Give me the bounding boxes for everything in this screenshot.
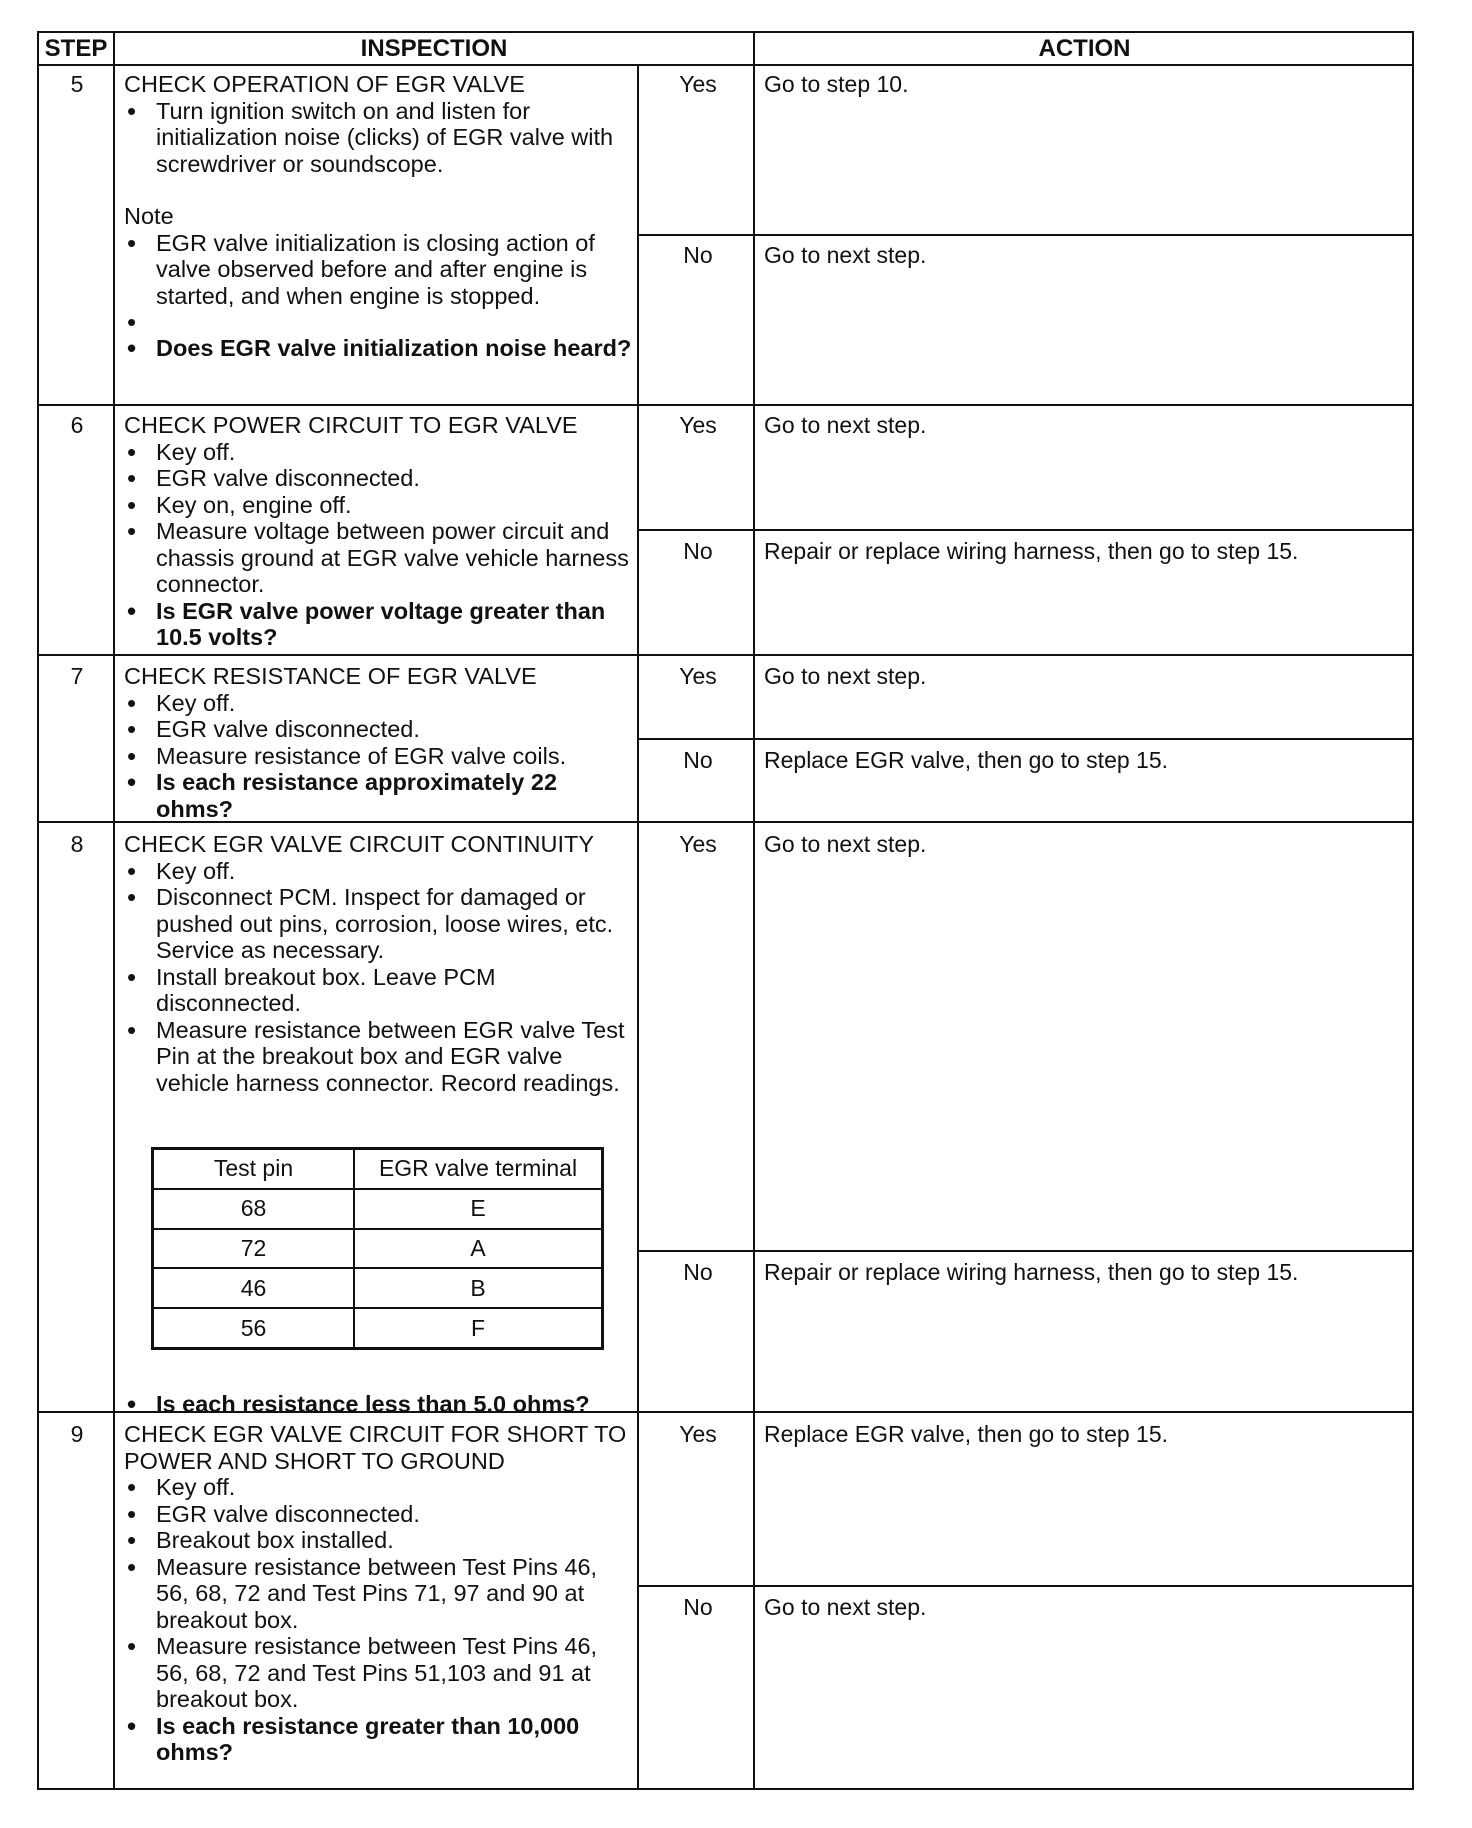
table-header-row: [153, 1149, 603, 1189]
yes-no-divider: [637, 738, 1414, 740]
no-label: No: [683, 1259, 713, 1285]
test-pin-table: [151, 1147, 604, 1350]
inspection-bullet: • Key off.: [124, 439, 634, 466]
no-action: Repair or replace wiring harness, then go to step 15.: [764, 1259, 1299, 1285]
yes-label: Yes: [679, 663, 717, 689]
step-title: CHECK RESISTANCE OF EGR VALVE: [124, 663, 537, 689]
header-inspection: INSPECTION: [360, 35, 508, 62]
table-cell: A: [354, 1229, 603, 1269]
step-title: CHECK OPERATION OF EGR VALVE: [124, 71, 525, 97]
column-divider: [637, 65, 639, 1790]
inspection-cell: [124, 831, 634, 1096]
note-bullet: • EGR valve initialization is closing action of valve observed before and after engine is started, and when engine is stopped.: [124, 230, 634, 310]
no-label: No: [683, 747, 713, 773]
inspection-bullet: • Key off.: [124, 690, 634, 717]
yes-no-divider: [637, 1585, 1414, 1587]
note-label: Note: [124, 203, 174, 229]
no-action: Replace EGR valve, then go to step 15.: [764, 747, 1169, 773]
table-header: EGR valve terminal: [354, 1149, 603, 1189]
table-row: [153, 1308, 603, 1348]
inspection-cell: [124, 71, 634, 362]
yes-label: Yes: [679, 71, 717, 97]
yes-label: Yes: [679, 831, 717, 857]
inspection-bullet: • Disconnect PCM. Inspect for damaged or pushed out pins, corrosion, loose wires, etc. Service as necessary.: [124, 884, 634, 964]
yes-no-divider: [637, 1250, 1414, 1252]
row-divider: [37, 404, 1414, 406]
yes-no-divider: [637, 234, 1414, 236]
no-label: No: [683, 538, 713, 564]
inspection-bullet: • Breakout box installed.: [124, 1527, 634, 1554]
table-cell: E: [354, 1189, 603, 1229]
yes-action: Go to next step.: [764, 412, 927, 438]
yes-action: Replace EGR valve, then go to step 15.: [764, 1421, 1169, 1447]
inspection-bullet: • Key off.: [124, 1474, 634, 1501]
no-label: No: [683, 242, 713, 268]
inspection-bullet: • Turn ignition switch on and listen for initialization noise (clicks) of EGR valve with screwdriver or soundscope.: [124, 98, 634, 178]
step-title: CHECK EGR VALVE CIRCUIT FOR SHORT TO POWER AND SHORT TO GROUND: [124, 1421, 627, 1474]
inspection-bullet: • Key on, engine off.: [124, 492, 634, 519]
inspection-bullet: • Measure voltage between power circuit and chassis ground at EGR valve vehicle harness connector.: [124, 518, 634, 598]
step-title: CHECK POWER CIRCUIT TO EGR VALVE: [124, 412, 578, 438]
yes-action: Go to step 10.: [764, 71, 909, 97]
step-number: 5: [70, 71, 84, 97]
inspection-bullet: • Measure resistance between Test Pins 46, 56, 68, 72 and Test Pins 51,103 and 91 at breakout box.: [124, 1633, 634, 1713]
inspection-bullet: • EGR valve disconnected.: [124, 465, 634, 492]
inspection-cell: [124, 412, 634, 651]
inspection-question: • Is each resistance less than 5.0 ohms?: [124, 1391, 634, 1418]
header-action: ACTION: [1038, 35, 1131, 62]
inspection-bullet: • Measure resistance between EGR valve Test Pin at the breakout box and EGR valve vehicle harness connector. Record readings.: [124, 1017, 634, 1097]
inspection-question: • Is EGR valve power voltage greater than 10.5 volts?: [124, 598, 634, 651]
table-cell: B: [354, 1268, 603, 1308]
no-action: Go to next step.: [764, 242, 927, 268]
inspection-bullet: • Measure resistance of EGR valve coils.: [124, 743, 634, 770]
inspection-question: • Is each resistance greater than 10,000 ohms?: [124, 1713, 634, 1766]
column-divider: [113, 31, 115, 1790]
yes-label: Yes: [679, 1421, 717, 1447]
inspection-cell: [124, 663, 634, 822]
row-divider: [37, 654, 1414, 656]
step-title: CHECK EGR VALVE CIRCUIT CONTINUITY: [124, 831, 595, 857]
yes-action: Go to next step.: [764, 663, 927, 689]
inspection-bullet: • EGR valve disconnected.: [124, 1501, 634, 1528]
inspection-bullet: • Measure resistance between Test Pins 46, 56, 68, 72 and Test Pins 71, 97 and 90 at breakout box.: [124, 1554, 634, 1634]
yes-action: Go to next step.: [764, 831, 927, 857]
table-row: [153, 1189, 603, 1229]
inspection-question: • Does EGR valve initialization noise heard?: [124, 335, 634, 362]
no-action: Go to next step.: [764, 1594, 927, 1620]
no-label: No: [683, 1594, 713, 1620]
step-number: 9: [70, 1421, 84, 1447]
no-action: Repair or replace wiring harness, then go to step 15.: [764, 538, 1299, 564]
inspection-bullet: • Install breakout box. Leave PCM disconnected.: [124, 964, 634, 1017]
table-cell: 56: [153, 1308, 355, 1348]
step-number: 7: [70, 663, 84, 689]
inspection-question-cell: [124, 1391, 634, 1418]
table-row: [153, 1268, 603, 1308]
table-cell: 46: [153, 1268, 355, 1308]
inspection-cell: [124, 1421, 634, 1766]
inspection-bullet: • EGR valve disconnected.: [124, 716, 634, 743]
yes-label: Yes: [679, 412, 717, 438]
step-number: 8: [70, 831, 84, 857]
inspection-bullet: • Key off.: [124, 858, 634, 885]
table-cell: F: [354, 1308, 603, 1348]
column-divider: [753, 31, 755, 1790]
header-step: STEP: [44, 35, 108, 62]
table-header: Test pin: [153, 1149, 355, 1189]
yes-no-divider: [637, 529, 1414, 531]
table-row: [153, 1229, 603, 1269]
step-number: 6: [70, 412, 84, 438]
inspection-question: • Is each resistance approximately 22 ohms?: [124, 769, 634, 822]
table-cell: 72: [153, 1229, 355, 1269]
table-cell: 68: [153, 1189, 355, 1229]
